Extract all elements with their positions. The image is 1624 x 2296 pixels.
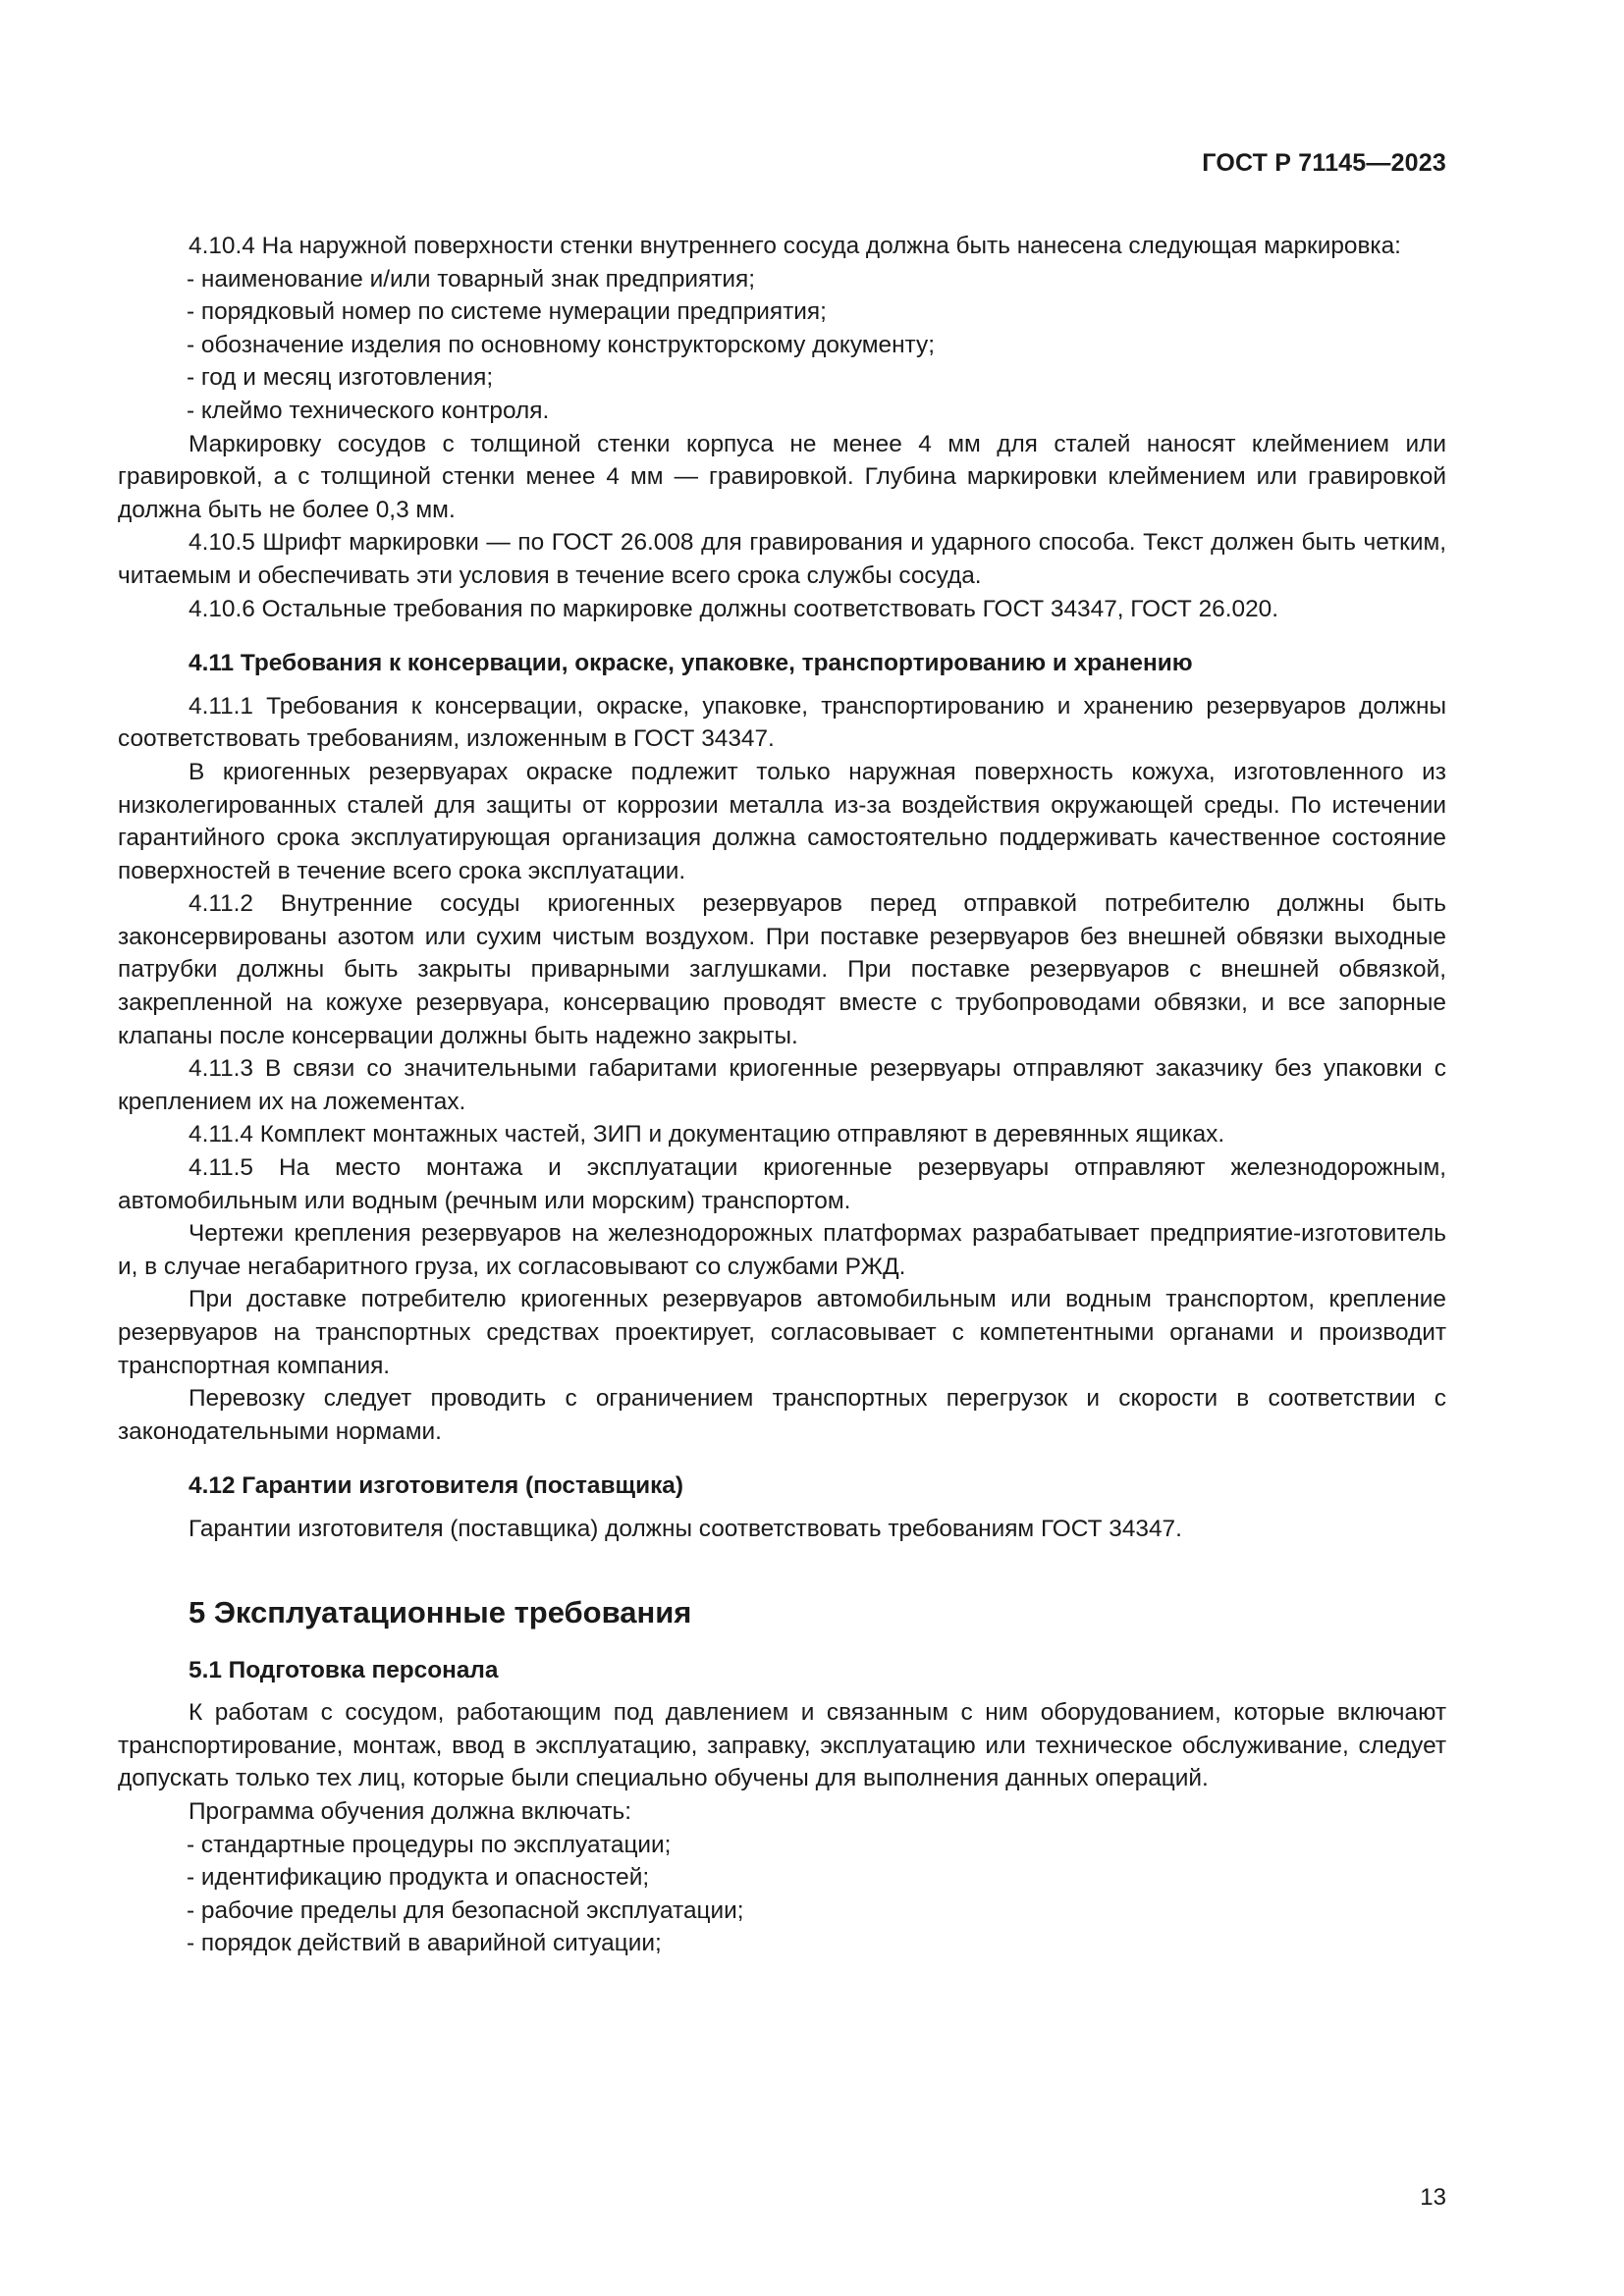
list-item: - порядок действий в аварийной ситуации; [187,1930,662,1957]
paragraph-4-11-4: 4.11.4 Комплект монтажных частей, ЗИП и документацию отправляют в деревянных ящиках. [189,1121,1225,1148]
paragraph-cryogenic-painting: В криогенных резервуарах окраске подлежит только наружная поверхность кожуха, изготовленного из низколегированных сталей для защиты от коррозии металла из-за воздействия окружающей среды. По истечении гарантийного срока эксплуатирующая организация должна самостоятельно поддерживать качественное состояние поверхностей в течение всего срока эксплуатации. [118,758,1446,884]
page-number: 13 [1420,2184,1446,2211]
paragraph-4-10-5: 4.10.5 Шрифт маркировки — по ГОСТ 26.008 для гравирования и ударного способа. Текст должен быть четким, читаемым и обеспечивать эти условия в течение всего срока службы сосуда. [118,529,1446,589]
heading-section-5: 5 Эксплуатационные требования [189,1594,692,1629]
paragraph-auto-delivery: При доставке потребителю криогенных резервуаров автомобильным или водным транспортом, крепление резервуаров на транспортных средствах проектирует, согласовывает с компетентными органами и производит транспортная компания. [118,1286,1446,1379]
heading-4-12: 4.12 Гарантии изготовителя (поставщика) [189,1472,683,1500]
document-body [118,230,1446,1960]
paragraph-5-1: К работам с сосудом, работающим под давлением и связанным с ним оборудованием, которые включают транспортирование, монтаж, ввод в эксплуатацию, заправку, эксплуатацию или техническое обслуживание, следует допускать только тех лиц, которые были специально обучены для выполнения данных операций. [118,1699,1446,1792]
paragraph-rail-fastening: Чертежи крепления резервуаров на железнодорожных платформах разрабатывает предприятие-изготовитель и, в случае негабаритного груза, их согласовывают со службами РЖД. [118,1220,1446,1280]
paragraph-4-11-2: 4.11.2 Внутренние сосуды криогенных резервуаров перед отправкой потребителю должны быть законсервированы азотом или сухим чистым воздухом. При поставке резервуаров без внешней обвязки выходные патрубки должны быть закрыты приварными заглушками. При поставке резервуаров с внешней обвязкой, закрепленной на кожухе резервуара, консервацию проводят вместе с трубопроводами обвязки, и все запорные клапаны после консервации должны быть надежно закрыты. [118,890,1446,1049]
list-item: - год и месяц изготовления; [187,364,494,392]
list-item: - клеймо технического контроля. [187,397,550,424]
paragraph-4-11-1: 4.11.1 Требования к консервации, окраске, упаковке, транспортированию и хранению резервуаров должны соответствовать требованиям, изложенным в ГОСТ 34347. [118,692,1446,753]
list-item: - наименование и/или товарный знак предприятия; [187,265,756,293]
list-item: - обозначение изделия по основному конструкторскому документу; [187,331,935,358]
paragraph-4-11-3: 4.11.3 В связи со значительными габаритами криогенные резервуары отправляют заказчику без упаковки с креплением их на ложементах. [118,1055,1446,1115]
paragraph-4-12: Гарантии изготовителя (поставщика) должны соответствовать требованиям ГОСТ 34347. [189,1515,1182,1542]
heading-5-1: 5.1 Подготовка персонала [189,1656,499,1683]
list-item: - идентификацию продукта и опасностей; [187,1864,650,1892]
paragraph-marking: Маркировку сосудов с толщиной стенки корпуса не менее 4 мм для сталей наносят клеймением или гравировкой, а с толщиной стенки менее 4 мм — гравировкой. Глубина маркировки клеймением или гравировкой должна быть не более 0,3 мм. [118,430,1446,523]
list-item: - стандартные процедуры по эксплуатации; [187,1831,672,1858]
paragraph-4-10-4: 4.10.4 На наружной поверхности стенки внутреннего сосуда должна быть нанесена следующая маркировка: [189,233,1401,259]
paragraph-training-program: Программа обучения должна включать: [189,1797,632,1825]
heading-4-11: 4.11 Требования к консервации, окраске, упаковке, транспортированию и хранению [189,650,1193,677]
paragraph-4-11-5: 4.11.5 На место монтажа и эксплуатации криогенные резервуары отправляют железнодорожным, автомобильным или водным (речным или морским) транспортом. [118,1154,1446,1214]
paragraph-4-10-6: 4.10.6 Остальные требования по маркировке должны соответствовать ГОСТ 34347, ГОСТ 26.020. [189,595,1278,622]
list-item: - рабочие пределы для безопасной эксплуатации; [187,1896,744,1924]
list-item: - порядковый номер по системе нумерации предприятия; [187,298,827,326]
document-code-header: ГОСТ Р 71145—2023 [1202,149,1446,177]
paragraph-transport-limits: Перевозку следует проводить с ограничением транспортных перегрузок и скорости в соответствии с законодательными нормами. [118,1385,1446,1445]
